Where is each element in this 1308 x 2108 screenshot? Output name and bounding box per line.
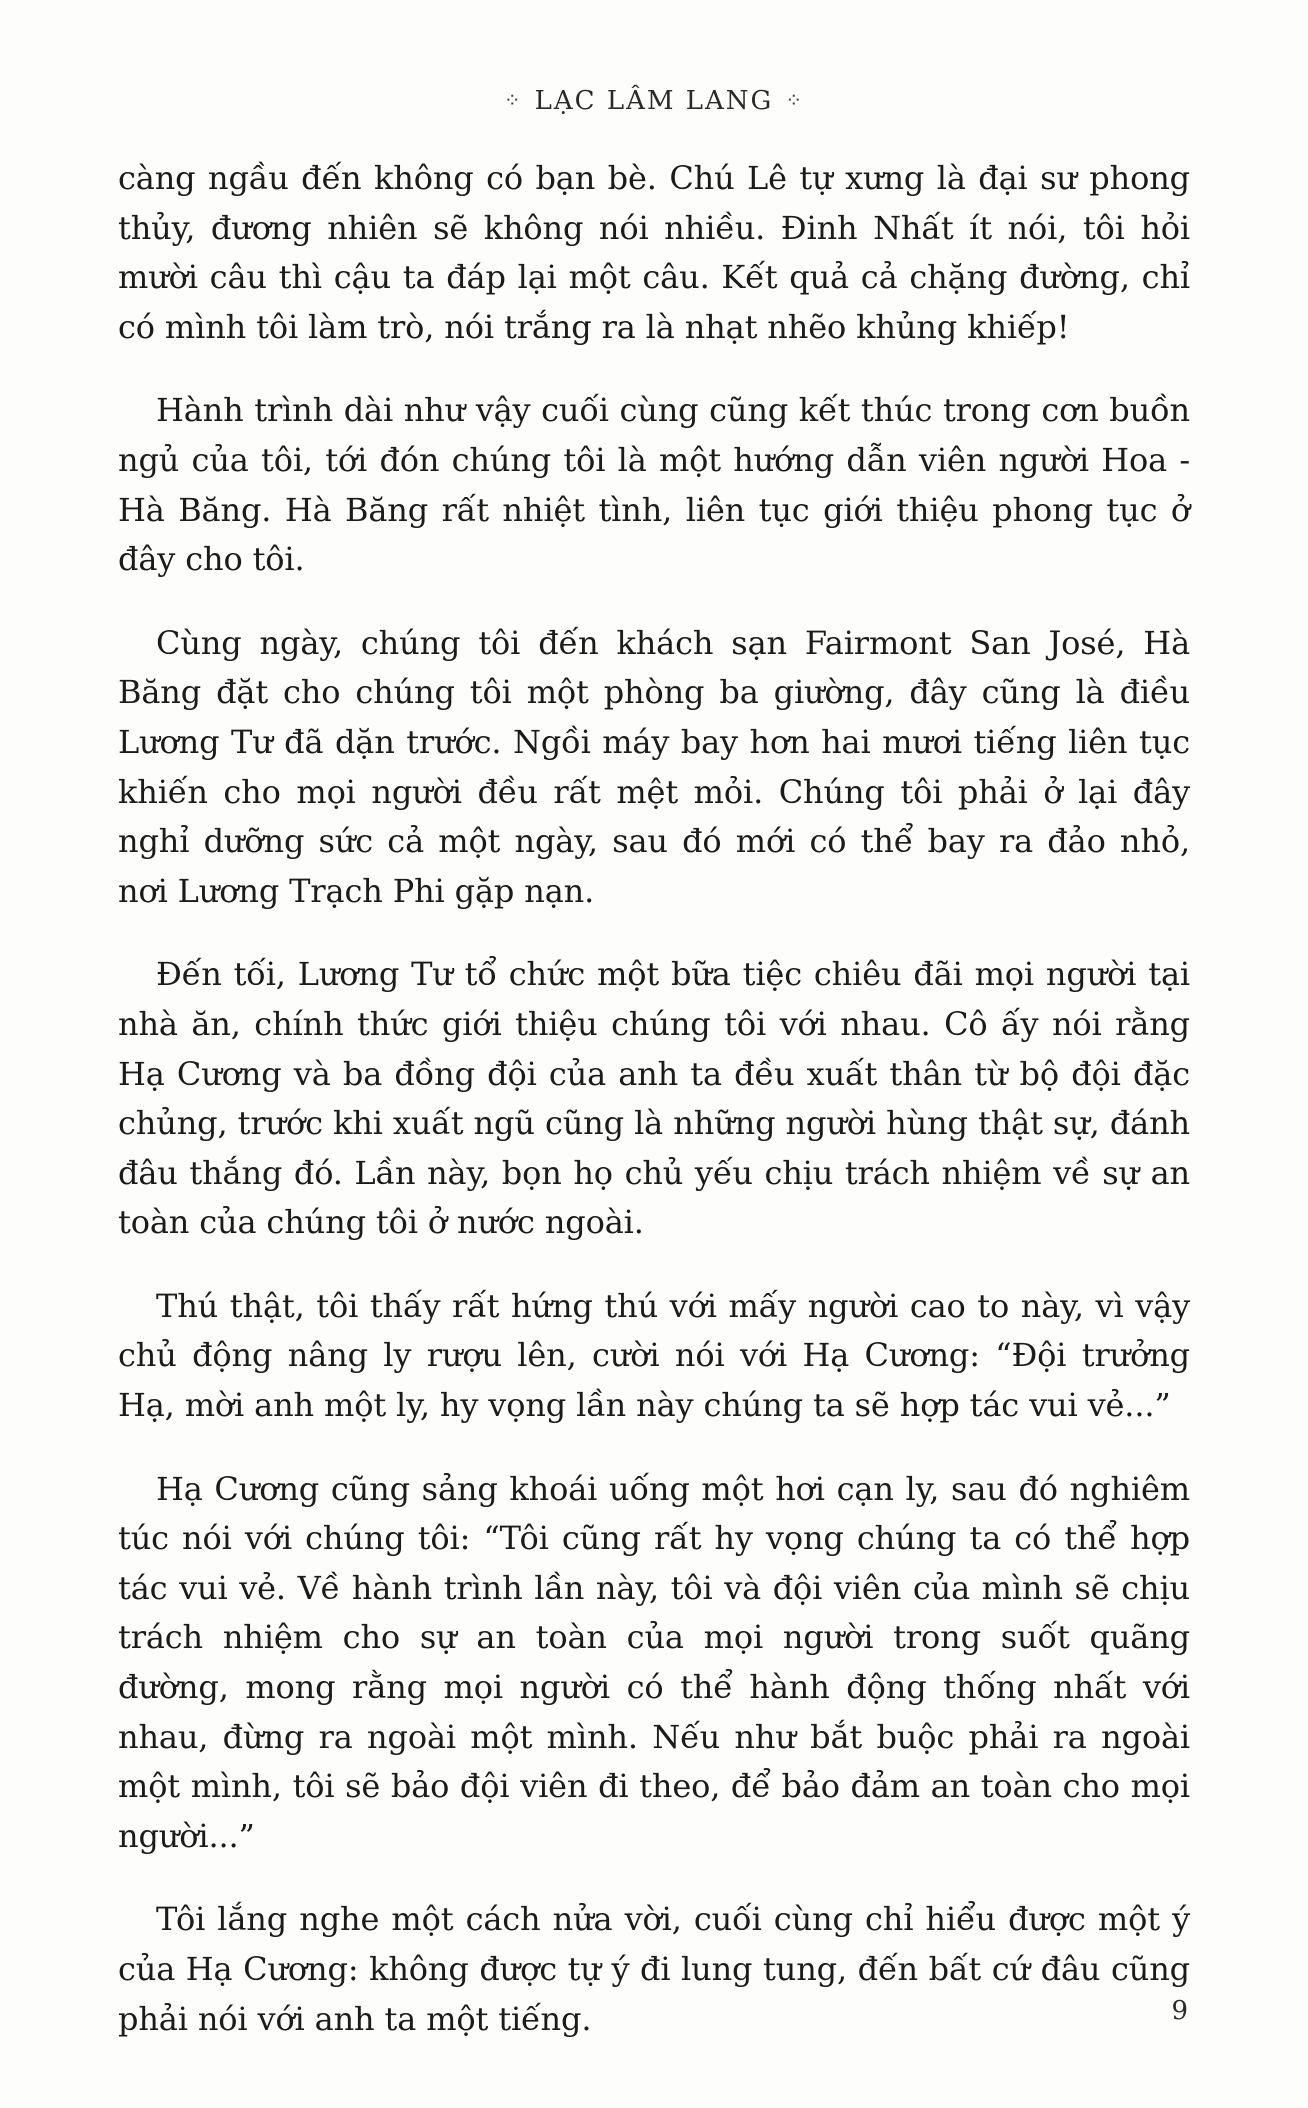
paragraph: Cùng ngày, chúng tôi đến khách sạn Fairmont San José, Hà Băng đặt cho chúng tôi một phòng ba giường, đây cũng là điều Lương Tư đã dặn trước. Ngồi máy bay hơn hai mươi tiếng liên tục khiến cho mọi người đều rất mệt mỏi. Chúng tôi phải ở lại đây nghỉ dưỡng sức cả một ngày, sau đó mới có thể bay ra đảo nhỏ, nơi Lương Trạch Phi gặp nạn.	[118, 623, 1190, 910]
paragraph-continued: càng ngầu đến không có bạn bè. Chú Lê tự xưng là đại sư phong thủy, đương nhiên sẽ không nói nhiều. Đinh Nhất ít nói, tôi hỏi mười câu thì cậu ta đáp lại một câu. Kết quả cả chặng đường, chỉ có mình tôi làm trò, nói trắng ra là nhạt nhẽo khủng khiếp!	[118, 159, 1190, 346]
page-number: 9	[1171, 1996, 1188, 2026]
body-text	[118, 154, 1190, 2044]
ornament-left-icon: ⁘	[503, 88, 523, 112]
running-head-title: LẠC LÂM LANG	[534, 86, 774, 116]
paragraph: Tôi lắng nghe một cách nửa vời, cuối cùng chỉ hiểu được một ý của Hạ Cương: không được tự ý đi lung tung, đến bất cứ đâu cũng phải nói với anh ta một tiếng.	[118, 1900, 1190, 2038]
running-head	[118, 86, 1190, 126]
paragraph: Đến tối, Lương Tư tổ chức một bữa tiệc chiêu đãi mọi người tại nhà ăn, chính thức giới thiệu chúng tôi với nhau. Cô ấy nói rằng Hạ Cương và ba đồng đội của anh ta đều xuất thân từ bộ đội đặc chủng, trước khi xuất ngũ cũng là những người hùng thật sự, đánh đâu thắng đó. Lần này, bọn họ chủ yếu chịu trách nhiệm về sự an toàn của chúng tôi ở nước ngoài.	[118, 955, 1190, 1242]
paragraph: Hạ Cương cũng sảng khoái uống một hơi cạn ly, sau đó nghiêm túc nói với chúng tôi: “Tôi cũng rất hy vọng chúng ta có thể hợp tác vui vẻ. Về hành trình lần này, tôi và đội viên của mình sẽ chịu trách nhiệm cho sự an toàn của mọi người trong suốt quãng đường, mong rằng mọi người có thể hành động thống nhất với nhau, đừng ra ngoài một mình. Nếu như bắt buộc phải ra ngoài một mình, tôi sẽ bảo đội viên đi theo, để bảo đảm an toàn cho mọi người...”	[118, 1469, 1190, 1855]
ornament-right-icon: ⁘	[785, 88, 805, 112]
paragraph: Thú thật, tôi thấy rất hứng thú với mấy người cao to này, vì vậy chủ động nâng ly rượu lên, cười nói với Hạ Cương: “Đội trưởng Hạ, mời anh một ly, hy vọng lần này chúng ta sẽ hợp tác vui vẻ...”	[118, 1286, 1190, 1425]
paragraph: Hành trình dài như vậy cuối cùng cũng kết thúc trong cơn buồn ngủ của tôi, tới đón chúng tôi là một hướng dẫn viên người Hoa - Hà Băng. Hà Băng rất nhiệt tình, liên tục giới thiệu phong tục ở đây cho tôi.	[118, 391, 1190, 579]
